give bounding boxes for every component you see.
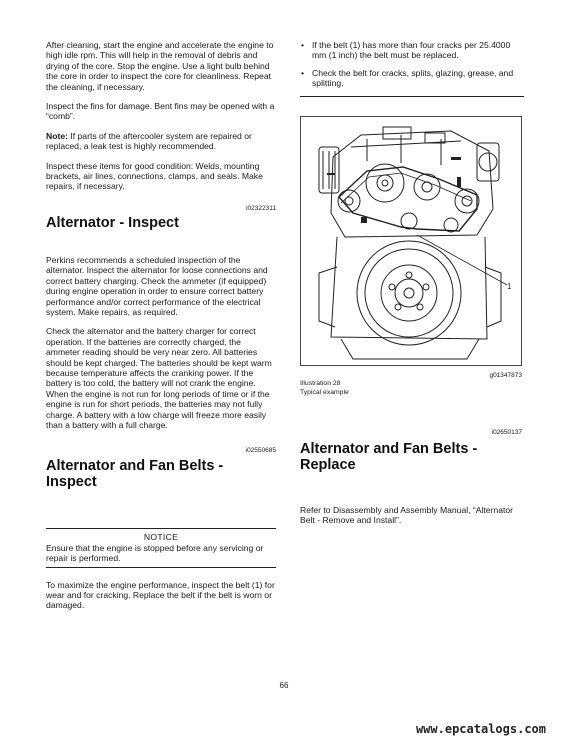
right-column-top <box>300 40 524 97</box>
figure-caption-illustration: Illustration 28 <box>300 380 341 387</box>
note-paragraph <box>46 131 276 152</box>
note-label: Note: <box>46 130 68 141</box>
note-text: If parts of the aftercooler system are repaired or replaced, a leak test is highly recommended. <box>46 130 252 152</box>
reference-id-1: i02322311 <box>246 204 276 212</box>
figure-caption-example: Typical example <box>300 389 349 396</box>
notice-title: NOTICE <box>143 532 179 543</box>
bullet-mark: • <box>301 40 305 50</box>
callout-number: 1 <box>507 282 512 291</box>
list-item <box>300 68 524 89</box>
paragraph-inspect-fins: Inspect the fins for damage. Bent fins may be opened with a “comb”. <box>46 101 275 122</box>
paragraph-inspect-items: Inspect these items for good condition: Welds, mounting brackets, air lines, connections, clamps, and seals. Make repairs, if necessary. <box>46 160 263 192</box>
belt-check-list <box>300 40 524 89</box>
bullet-mark: • <box>301 67 305 78</box>
left-column <box>46 40 276 611</box>
paragraph-refer-manual: Refer to Disassembly and Assembly Manual, “Alternator Belt - Remove and Install”. <box>300 505 514 526</box>
bullet-text: Check the belt for cracks, splits, glazing, grease, and splitting. <box>312 67 514 89</box>
page-number: 66 <box>279 681 289 690</box>
heading-fan-belts-inspect: Alternator and Fan Belts - Inspect <box>46 458 224 491</box>
list-item <box>300 40 524 61</box>
section-rule <box>300 96 524 97</box>
engine-illustration <box>300 116 522 366</box>
paragraph-perkins-recommends: Perkins recommends a scheduled inspection of the alternator. Inspect the alternator for loose connections and correct battery charging. Check the ammeter (if equipped) during engine operation in order to ensure correct battery performance and/or correct performance of the electrical system. Make repairs, as required. <box>46 254 268 317</box>
notice-box <box>46 528 276 567</box>
reference-id-3: i02650137 <box>491 429 522 436</box>
figure-reference-id: g01347873 <box>489 372 522 379</box>
watermark: www.epcatalogs.com <box>415 722 546 736</box>
engine-drawing <box>301 117 521 365</box>
notice-bottom-rule <box>46 567 276 568</box>
heading-alternator-inspect: Alternator - Inspect <box>46 214 179 231</box>
paragraph-after-cleaning: After cleaning, start the engine and accelerate the engine to high idle rpm. This will help in the removal of debris and drying of the core. Stop the engine. Use a light bulb behind the core in order to inspect the core for cleanliness. Repeat the cleaning, if necessary. <box>46 40 274 92</box>
paragraph-check-alternator: Check the alternator and the battery charger for correct operation. If the batteries are correctly charged, the ammeter reading should be very near zero. All batteries should be kept charged. The batteries should be kept warm because temperature affects the cranking power. If the battery is too cold, the battery will not crank the engine. When the engine is not run for long periods of time or if the engine is run for short periods, the batteries may not fully charge. A battery with a low charge will freeze more easily than a battery with a full charge. <box>46 326 272 430</box>
paragraph-maximize-performance: To maximize the engine performance, inspect the belt (1) for wear and for cracking. Replace the belt if the belt is worn or damaged. <box>46 579 275 611</box>
reference-id-2: i02550685 <box>245 447 276 455</box>
bullet-text: If the belt (1) has more than four cracks per 25.4000 mm (1 inch) the belt must be replaced. <box>312 40 511 61</box>
heading-fan-belts-replace: Alternator and Fan Belts - Replace <box>300 441 478 473</box>
notice-text: Ensure that the engine is stopped before any servicing or repair is performed. <box>46 542 264 564</box>
